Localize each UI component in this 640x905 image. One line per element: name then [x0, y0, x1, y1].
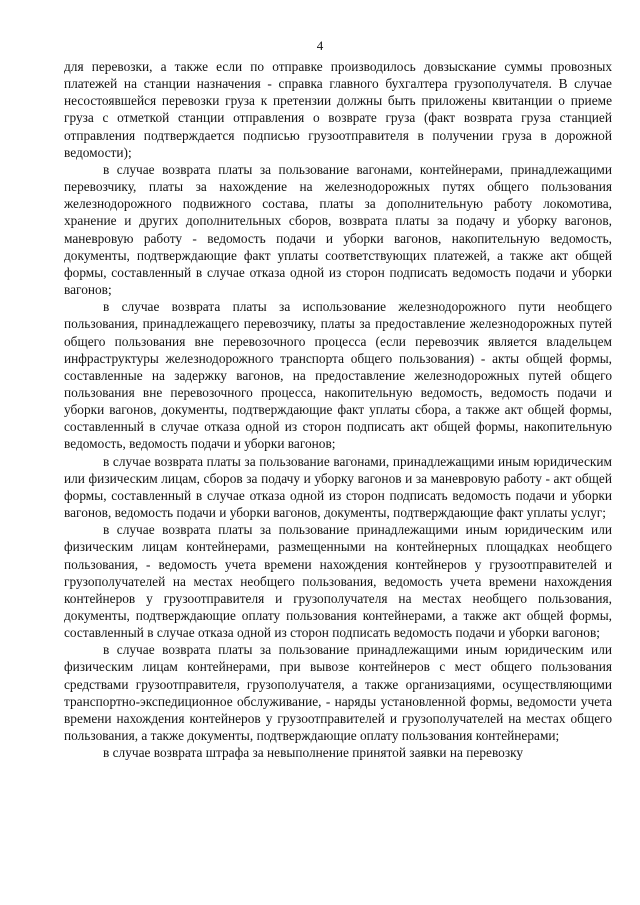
- paragraph-containers-public: в случае возврата платы за пользование принадлежащими иным юридическим или физическим лицам контейнерами, при вывозе контейнеров с мест общего пользования средствами грузоотправителя, грузополучателя, а также организациями, осуществляющими транспортно-экспедиционное обслуживание, - наряды установленной формы, ведомости учета времени нахождения контейнеров у грузоотправителей и грузополучателей на местах общего пользования, а также документы, подтверждающие оплату пользования контейнерами;: [64, 642, 612, 744]
- paragraph-non-public-track-fees: в случае возврата платы за использование железнодорожного пути необщего пользования, принадлежащего перевозчику, платы за предоставление железнодорожных путей общего пользования вне перевозочного процесса (если перевозчик является владельцем инфраструктуры железнодорожного транспорта общего пользования) - акты общей формы, составленные на задержку вагонов, на предоставление железнодорожных путей общего пользования вне перевозочного процесса, накопительную ведомость, ведомость подачи и уборки вагонов, документы, подтверждающие факт уплаты сбора, а также акт общей формы, составленный в случае отказа одной из сторон подписать акт общей формы, накопительную ведомость, ведомость подачи и уборки вагонов;: [64, 299, 612, 452]
- paragraph-penalty: в случае возврата штрафа за невыполнение принятой заявки на перевозку: [103, 745, 524, 761]
- document-body: [64, 58, 612, 761]
- paragraph-wagon-container-fees: в случае возврата платы за пользование вагонами, контейнерами, принадлежащими перевозчику, платы за нахождение на железнодорожных путях общего пользования железнодорожного подвижного состава, платы за дополнительную работу локомотива, хранение и других дополнительных сборов, возврата платы за подачу и уборку вагонов, маневровую работу - ведомость подачи и уборки вагонов, накопительную ведомость, документы, подтверждающие факт уплаты соответствующих платежей, а также акт общей формы, составленный в случае отказа одной из сторон подписать ведомость подачи и уборки вагонов;: [64, 161, 612, 298]
- paragraph-third-party-wagons: в случае возврата платы за пользование вагонами, принадлежащими иным юридическим или физическим лицам, сборов за подачу и уборку вагонов и за маневровую работу - акт общей формы, составленный в случае отказа одной из сторон подписать ведомость подачи и уборки вагонов, ведомость подачи и уборки вагонов, документы, подтверждающие факт уплаты услуг;: [64, 453, 612, 521]
- page-number: 4: [316, 38, 324, 53]
- paragraph-continuation: для перевозки, а также если по отправке производилось довзыскание суммы провозных платежей на станции назначения - справка главного бухгалтера грузополучателя. В случае несостоявшейся перевозки груза к претензии должны быть приложены квитанции о приеме груза с отметкой станции отправления о возврате груза (факт возврата груза станцией отправления подтверждается подписью грузоотправителя в получении груза в дорожной ведомости);: [64, 59, 612, 160]
- paragraph-containers-non-public: в случае возврата платы за пользование принадлежащими иным юридическим или физическим лицам контейнерами, размещенными на контейнерных площадках необщего пользования, - ведомость учета времени нахождения контейнеров у грузоотправителей и грузополучателей на местах необщего пользования, ведомость учета времени нахождения контейнеров у грузоотправителя и грузополучателя на местах необщего пользования, документы, подтверждающие оплату пользования контейнерами, а также акт общей формы, составленный в случае отказа одной из сторон подписать ведомость подачи и уборки вагонов;: [64, 522, 612, 641]
